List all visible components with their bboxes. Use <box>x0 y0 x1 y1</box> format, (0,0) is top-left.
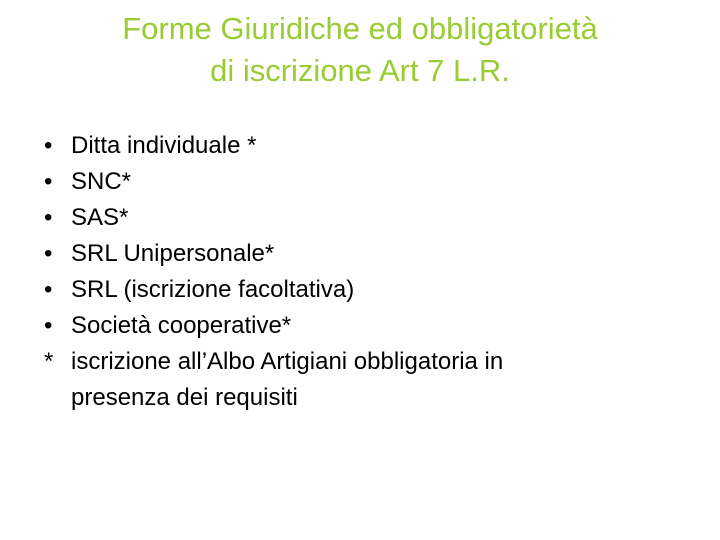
bullet-list <box>44 128 684 416</box>
list-item-ditta-individuale <box>44 128 684 164</box>
bullet-icon: • <box>44 204 53 231</box>
footnote <box>44 344 684 416</box>
footnote-line-2: presenza dei requisiti <box>71 384 298 411</box>
slide-title <box>0 8 720 92</box>
list-item-srl <box>44 272 684 308</box>
list-item-label: Ditta individuale * <box>71 132 257 159</box>
list-item-label: Società cooperative* <box>71 312 292 339</box>
list-item-snc <box>44 164 684 200</box>
bullet-icon: • <box>44 132 53 159</box>
list-item-label: SRL Unipersonale* <box>71 240 275 267</box>
list-item-label: SAS* <box>71 204 129 231</box>
list-item-label: SNC* <box>71 168 132 195</box>
bullet-icon: • <box>44 276 53 303</box>
list-item-sas <box>44 200 684 236</box>
asterisk-icon: * <box>44 348 54 375</box>
footnote-line-1: iscrizione all’Albo Artigiani obbligatoria in <box>71 348 504 375</box>
bullet-icon: • <box>44 312 53 339</box>
title-line-1: Forme Giuridiche ed obbligatorietà <box>122 11 598 46</box>
bullet-icon: • <box>44 240 53 267</box>
list-item-societa-cooperative <box>44 308 684 344</box>
list-item-label: SRL (iscrizione facoltativa) <box>71 276 355 303</box>
bullet-icon: • <box>44 168 53 195</box>
list-item-srl-unipersonale <box>44 236 684 272</box>
title-line-2: di iscrizione Art 7 L.R. <box>210 53 510 88</box>
